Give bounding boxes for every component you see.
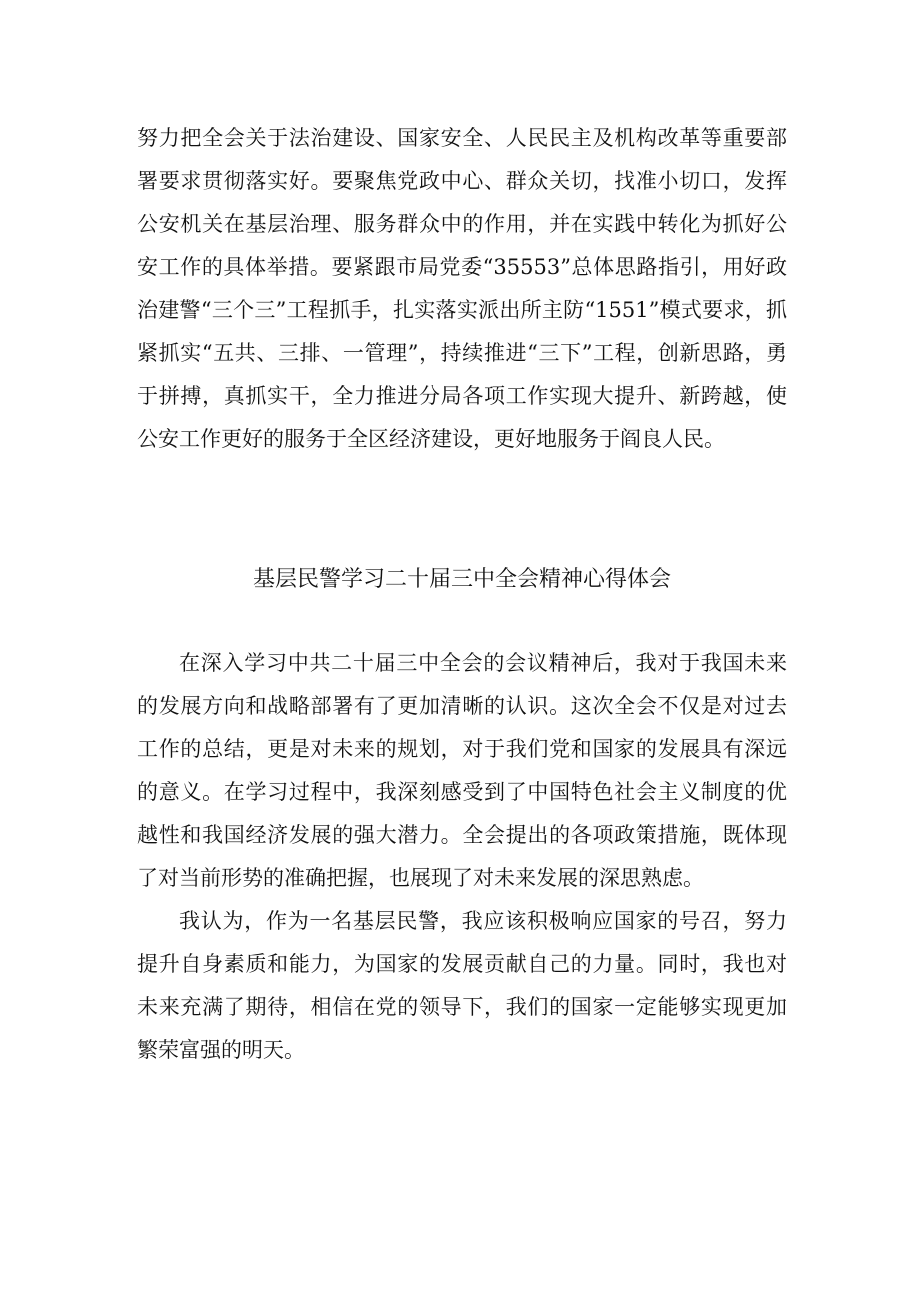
article-title: 基层民警学习二十届三中全会精神心得体会	[252, 567, 671, 592]
paragraph-2: 我认为，作为一名基层民警，我应该积极响应国家的号召，努力提升自身素质和能力，为国家的发展贡献自己的力量。同时，我也对未来充满了期待，相信在党的领导下，我们的国家一定能够实现更加繁荣富强的明天。	[137, 909, 787, 1062]
article-body	[137, 642, 787, 1072]
paragraph-1: 在深入学习中共二十届三中全会的会议精神后，我对于我国未来的发展方向和战略部署有了更加清晰的认识。这次全会不仅是对过去工作的总结，更是对未来的规划，对于我们党和国家的发展具有深远的意义。在学习过程中，我深刻感受到了中国特色社会主义制度的优越性和我国经济发展的强大潜力。全会提出的各项政策措施，既体现了对当前形势的准确把握，也展现了对未来发展的深思熟虑。	[137, 651, 787, 890]
continued-text	[137, 117, 787, 461]
continued-paragraph: 努力把全会关于法治建设、国家安全、人民民主及机构改革等重要部署要求贯彻落实好。要聚焦党政中心、群众关切，找准小切口，发挥公安机关在基层治理、服务群众中的作用，并在实践中转化为抓好公安工作的具体举措。要紧跟市局党委“35553”总体思路指引，用好政治建警“三个三”工程抓手，扎实落实派出所主防“1551”模式要求，抓紧抓实“五共、三排、一管理”，持续推进“三下”工程，创新思路，勇于拼搏，真抓实干，全力推进分局各项工作实现大提升、新跨越，使公安工作更好的服务于全区经济建设，更好地服务于阎良人民。	[137, 126, 787, 451]
